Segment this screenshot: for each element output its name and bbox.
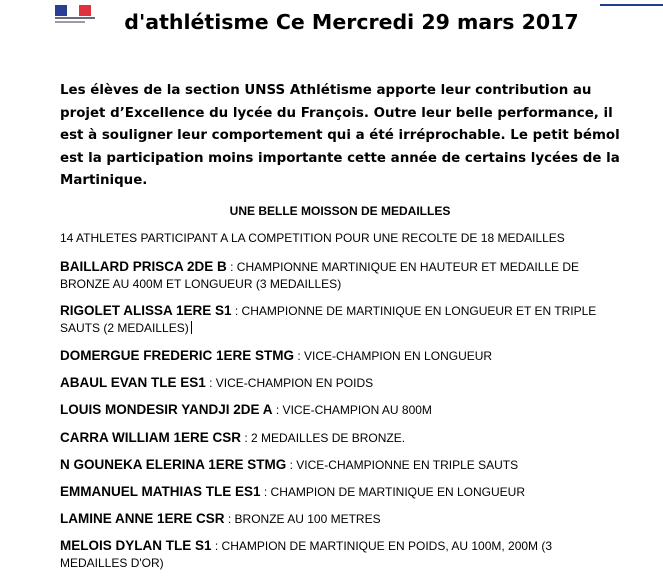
athlete-result: : CHAMPIONNE MARTINIQUE EN HAUTEUR ET MEDAILLE DE BRONZE AU 400M ET LONGUEUR (3 MEDAILLES) <box>60 260 580 291</box>
athlete-entry <box>60 483 620 501</box>
section-heading: UNE BELLE MOISSON DE MEDAILLES <box>229 204 451 218</box>
athlete-entry <box>60 537 620 572</box>
athlete-result: : 2 MEDAILLES DE BRONZE. <box>244 431 406 445</box>
athlete-result: : CHAMPIONNE DE MARTINIQUE EN LONGUEUR ET EN TRIPLE SAUTS (2 MEDAILLES) <box>60 304 597 335</box>
page-title: d'athlétisme Ce Mercredi 29 mars 2017 <box>124 10 579 34</box>
athlete-entry <box>60 510 620 528</box>
athlete-name: LAMINE ANNE 1ERE CSR <box>60 511 225 526</box>
header-rule <box>600 4 663 6</box>
summary-line: 14 ATHLETES PARTICIPANT A LA COMPETITION POUR UNE RECOLTE DE 18 MEDAILLES <box>60 231 565 245</box>
athlete-name: ABAUL EVAN TLE ES1 <box>60 375 206 390</box>
athlete-entry <box>60 456 620 474</box>
athlete-result: : CHAMPION DE MARTINIQUE EN LONGUEUR <box>263 485 525 499</box>
athlete-result: : VICE-CHAMPION EN LONGUEUR <box>297 349 493 363</box>
athlete-name: LOUIS MONDESIR YANDJI 2DE A <box>60 402 273 417</box>
athlete-entry <box>60 401 620 419</box>
athlete-entry <box>60 374 620 392</box>
athlete-result: : CHAMPION DE MARTINIQUE EN POIDS, AU 100M, 200M (3 MEDAILLES D'OR) <box>60 539 553 570</box>
athlete-result: : VICE-CHAMPIONNE EN TRIPLE SAUTS <box>289 458 519 472</box>
athlete-entry <box>60 347 620 365</box>
athlete-result: : VICE-CHAMPION EN POIDS <box>209 376 374 390</box>
athlete-name: DOMERGUE FREDERIC 1ERE STMG <box>60 348 295 363</box>
athlete-entry <box>60 429 620 447</box>
athlete-result: : BRONZE AU 100 METRES <box>227 512 381 526</box>
athlete-entry <box>60 258 620 293</box>
athlete-name: RIGOLET ALISSA 1ERE S1 <box>60 303 232 318</box>
athlete-name: MELOIS DYLAN TLE S1 <box>60 538 212 553</box>
text-cursor <box>191 321 192 334</box>
athlete-entry <box>60 302 620 337</box>
intro-paragraph: Les élèves de la section UNSS Athlétisme apporte leur contribution au projet d’Excellence du lycée du François. Outre leur belle performance, il est à souligner leur comportement qui a été irréprochable. Le petit bémol est la participation moins importante cette année de certains lycées de la Martinique. <box>60 83 620 188</box>
athlete-name: BAILLARD PRISCA 2DE B <box>60 259 227 274</box>
athlete-name: EMMANUEL MATHIAS TLE ES1 <box>60 484 261 499</box>
athlete-name: N GOUNEKA ELERINA 1ERE STMG <box>60 457 287 472</box>
athlete-result: : VICE-CHAMPION AU 800M <box>275 403 432 417</box>
athlete-name: CARRA WILLIAM 1ERE CSR <box>60 430 241 445</box>
